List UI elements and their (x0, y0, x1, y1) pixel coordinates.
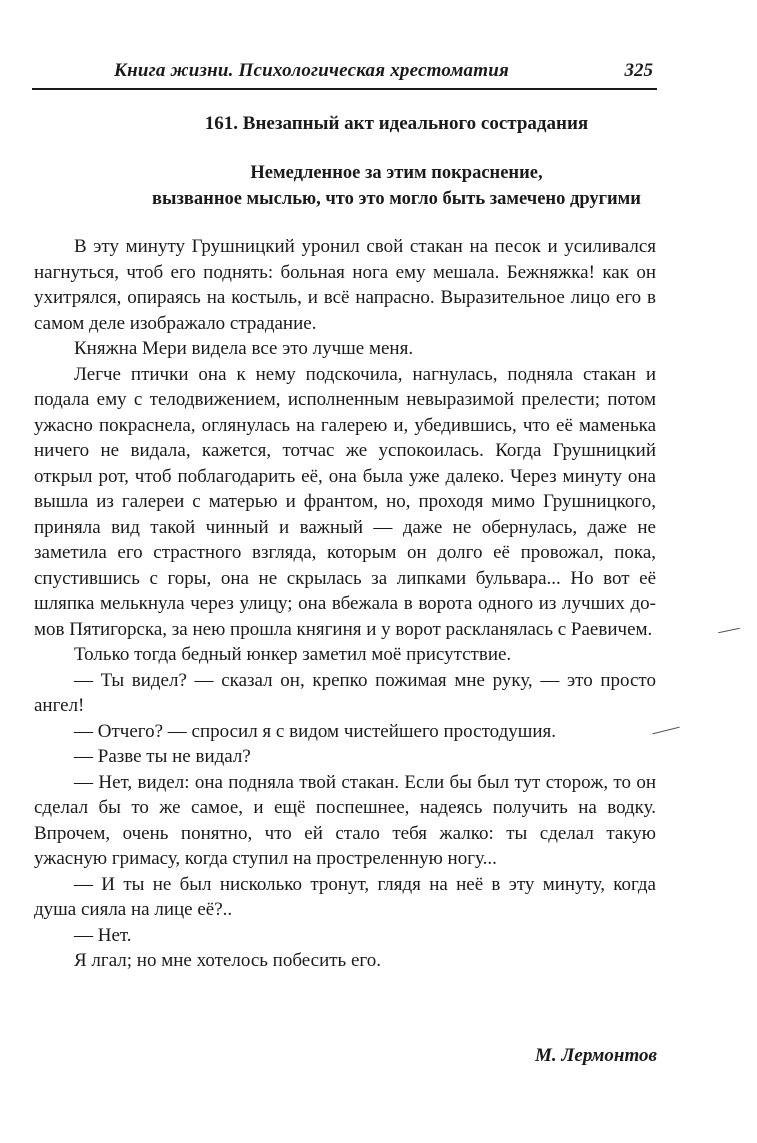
paragraph: — Нет. (74, 924, 132, 946)
paragraph: — Нет, видел: она подняла твой стакан. Если бы был тут сторож, то он сделал бы то же самое, и ещё поспешнее, надеясь получить на водку. Впрочем, очень понятно, что ей стало тебя жалко: ты сделал такую ужасную гримасу, когда ступил на простреленную ногу... (34, 771, 656, 869)
paragraph: В эту минуту Грушницкий уронил свой стакан на песок и усиливался нагнуться, чтоб его поднять: больная нога ему мешала. Бежняжка! как он ухитрялся, опираясь на костыль, и всё напрасно. Выразительное лицо его в самом деле изображало страдание. (34, 236, 656, 334)
paragraph: Легче птички она к нему подскочила, нагнулась, подняла стакан и подала ему с телодвижением, исполненным невыразимой прелести; потом ужасно покраснела, оглянулась на галерею и, убедившись, что её маменька ничего не видала, кажется, тотчас же успокоилась. Когда Грушницкий открыл рот, чтоб поблагодарить её, она была уже далеко. Через минуту она вышла из галереи с матерью и франтом, но, проходя мимо Грушницкого, приняла вид такой чинный и важный — даже не обернулась, даже не заметила его страстного взгляда, которым он долго её провожал, пока, спустившись с горы, она не скрылась за липками бульвара... Но вот её шляпка мелькнула через улицу; она вбежала в ворота одного из лучших домов Пятигорска, за нею прошла княгиня и у ворот раскланялась с Раевичем. (34, 363, 656, 640)
body-text (34, 234, 656, 974)
author-signature: М. Лермонтов (535, 1045, 657, 1066)
paragraph: Только тогда бедный юнкер заметил моё присутствие. (74, 644, 512, 665)
section-title: 161. Внезапный акт идеального сострадания (204, 113, 589, 134)
paragraph: — И ты не был нисколько тронут, глядя на неё в эту минуту, когда душа сияла на лице её?.. (34, 873, 656, 920)
running-title: Книга жизни. Психологическая хрестоматия (114, 60, 509, 81)
paragraph: — Ты видел? — сказал он, крепко пожимая мне руку, — это просто ангел! (34, 669, 656, 716)
subtitle-line-1: Немедленное за этим покраснение, (250, 163, 543, 183)
paragraph: — Отчего? — спросил я с видом чистейшего простодушия. (74, 720, 557, 742)
scan-mark (718, 628, 740, 634)
subtitle-line-2: вызванное мыслью, что это могло быть замечено другими (152, 189, 641, 209)
paragraph: Я лгал; но мне хотелось побесить его. (74, 950, 381, 971)
paragraph: — Разве ты не видал? (74, 746, 251, 767)
paragraph: Княжна Мери видела все это лучше меня. (74, 338, 414, 359)
section-subtitle (0, 160, 757, 212)
scan-mark (652, 727, 679, 735)
page-header (32, 58, 657, 90)
page-number: 325 (624, 60, 653, 81)
